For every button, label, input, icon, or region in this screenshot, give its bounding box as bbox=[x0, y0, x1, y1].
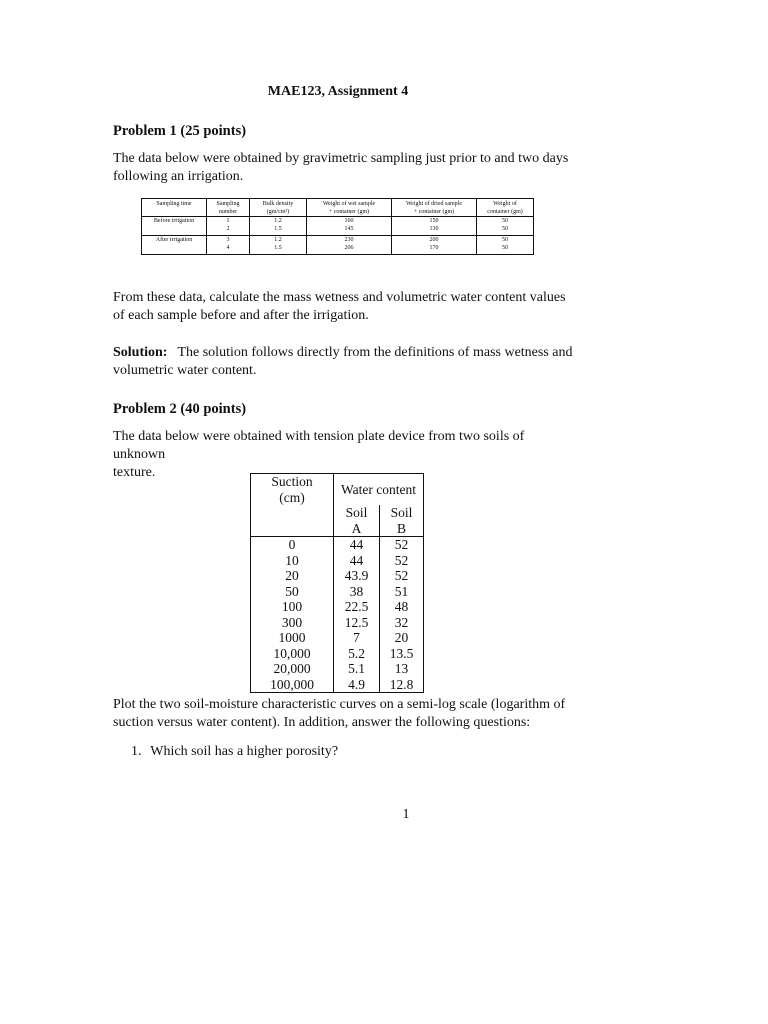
suction-cell: 100,000 bbox=[270, 676, 314, 692]
table-header-row bbox=[251, 505, 424, 537]
soil-a-cell: 43.9 bbox=[334, 568, 380, 584]
table-row bbox=[251, 630, 424, 646]
problem2-intro-line2: texture. bbox=[113, 465, 156, 480]
page-number: 1 bbox=[402, 807, 410, 822]
problem1-question bbox=[113, 289, 573, 325]
gravimetric-table bbox=[141, 198, 534, 255]
table-row bbox=[251, 568, 424, 584]
soil-b-cell: 52 bbox=[380, 553, 424, 569]
list-item bbox=[131, 743, 338, 761]
table-header-row bbox=[251, 474, 424, 506]
suction-cell: 10 bbox=[285, 552, 299, 568]
problem1-intro bbox=[113, 150, 573, 186]
table-row bbox=[251, 584, 424, 600]
soil-a-cell: 5.2 bbox=[334, 646, 380, 662]
question-list bbox=[131, 743, 338, 761]
solution-label: Solution: bbox=[113, 345, 168, 360]
table-row bbox=[251, 553, 424, 569]
question-text: Which soil has a higher porosity? bbox=[150, 744, 339, 759]
solution-line2: volumetric water content. bbox=[113, 363, 257, 378]
table-row bbox=[251, 677, 424, 693]
soil-a-cell: 5.1 bbox=[334, 661, 380, 677]
problem2-plot-instructions bbox=[113, 696, 573, 732]
suction-cell: 0 bbox=[251, 537, 334, 553]
table-row bbox=[251, 537, 424, 553]
table-row bbox=[251, 646, 424, 662]
soil-a-cell: 12.5 bbox=[334, 615, 380, 631]
problem1-solution bbox=[113, 344, 573, 380]
header-cell: Weight of container (gm) bbox=[477, 199, 534, 217]
suction-cell: 20 bbox=[285, 568, 299, 583]
group-label: Before irrigation bbox=[142, 217, 207, 236]
soil-a-cell: 44 bbox=[334, 537, 380, 553]
soil-a-cell: 44 bbox=[334, 553, 380, 569]
table-header-row bbox=[142, 199, 534, 217]
soil-b-header: Soil B bbox=[380, 505, 424, 537]
header-cell: Bulk density (gm/cm³) bbox=[250, 199, 307, 217]
soil-b-cell: 52 bbox=[380, 537, 424, 553]
header-cell: Sampling number bbox=[207, 199, 250, 217]
soil-b-cell: 52 bbox=[380, 568, 424, 584]
question-number: 1. bbox=[131, 744, 142, 759]
group-label: After irrigation bbox=[142, 236, 207, 255]
soil-b-cell: 13 bbox=[380, 661, 424, 677]
table-row: After irrigation 3 4 1.2 1.5 230 206 200 170 50 50 bbox=[142, 236, 534, 255]
soil-b-cell: 20 bbox=[380, 630, 424, 646]
soil-b-cell: 51 bbox=[380, 584, 424, 600]
problem1-intro-line1: The data below were obtained by gravimetric sampling just prior to and two days bbox=[113, 151, 569, 166]
suction-cell: 100 bbox=[281, 599, 303, 614]
soil-b-cell: 12.8 bbox=[380, 677, 424, 693]
suction-cell: 20,000 bbox=[273, 661, 311, 676]
soil-b-cell: 48 bbox=[380, 599, 424, 615]
suction-cell: 1000 bbox=[278, 630, 306, 645]
page-title: MAE123, Assignment 4 bbox=[267, 84, 409, 99]
suction-cell: 10,000 bbox=[273, 645, 311, 661]
soil-a-cell: 4.9 bbox=[334, 677, 380, 693]
soil-a-cell: 22.5 bbox=[334, 599, 380, 615]
problem2-heading: Problem 2 (40 points) bbox=[113, 401, 247, 417]
suction-header: Suction (cm) bbox=[271, 474, 313, 505]
table-row bbox=[251, 599, 424, 615]
table-row bbox=[251, 615, 424, 631]
header-cell: Weight of dried sample + container (gm) bbox=[392, 199, 477, 217]
table-row: Before irrigation 1 2 1.2 1.5 160 145 150 130 50 50 bbox=[142, 217, 534, 236]
water-content-header: Water content bbox=[334, 474, 424, 506]
header-cell: Weight of wet sample + container (gm) bbox=[307, 199, 392, 217]
soil-b-cell: 32 bbox=[380, 615, 424, 631]
suction-cell: 300 bbox=[281, 614, 303, 630]
suction-cell: 50 bbox=[285, 583, 299, 599]
problem1-question-line1: From these data, calculate the mass wetness and volumetric water content values bbox=[113, 290, 566, 305]
soil-a-cell: 7 bbox=[334, 630, 380, 646]
soil-a-cell: 38 bbox=[334, 584, 380, 600]
plot-line2: suction versus water content). In addition, answer the following questions: bbox=[113, 715, 531, 730]
table-row bbox=[251, 661, 424, 677]
problem1-heading: Problem 1 (25 points) bbox=[113, 123, 247, 139]
problem1-question-line2: of each sample before and after the irrigation. bbox=[113, 308, 369, 323]
problem1-intro-line2: following an irrigation. bbox=[113, 169, 244, 184]
solution-line1: The solution follows directly from the definitions of mass wetness and bbox=[177, 345, 573, 360]
suction-table bbox=[250, 473, 424, 693]
plot-line1: Plot the two soil-moisture characteristic curves on a semi-log scale (logarithm of bbox=[113, 697, 566, 712]
soil-a-header: Soil A bbox=[334, 505, 380, 537]
header-cell: Sampling time bbox=[156, 201, 192, 207]
soil-b-cell: 13.5 bbox=[380, 646, 424, 662]
problem2-intro-line1: The data below were obtained with tension plate device from two soils of unknown bbox=[113, 429, 525, 462]
